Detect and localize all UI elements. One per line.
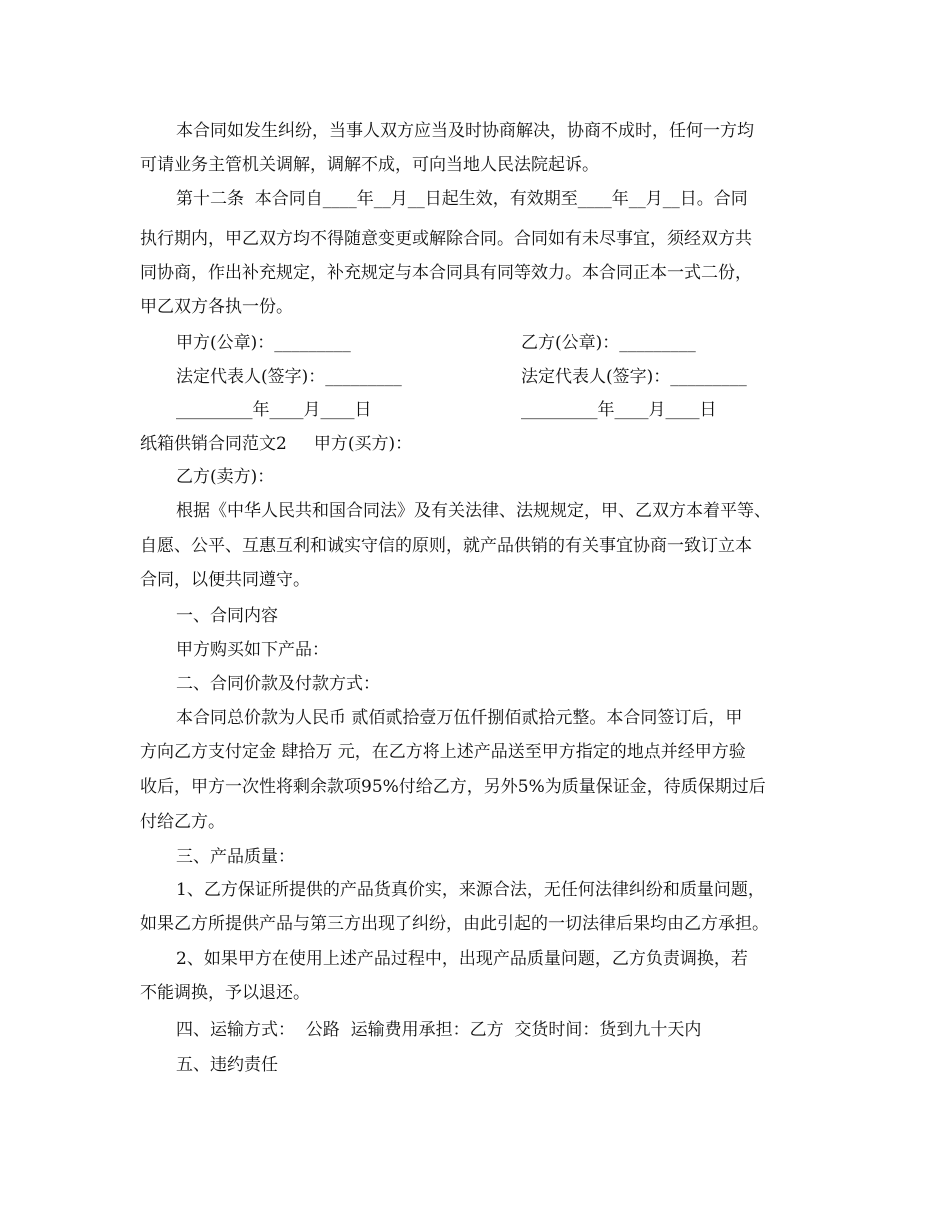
paragraph-line: 本合同总价款为人民币 贰佰贰拾壹万伍仟捌佰贰拾元整。本合同签订后，甲 xyxy=(176,708,743,728)
section-heading: 二、合同价款及付款方式： xyxy=(176,674,380,694)
paragraph-line: 自愿、公平、互惠互利和诚实守信的原则，就产品供销的有关事宜协商一致订立本 xyxy=(140,536,752,556)
paragraph-line: 1、乙方保证所提供的产品货真价实，来源合法，无任何法律纠纷和质量问题， xyxy=(176,880,765,900)
section-heading: 五、违约责任 xyxy=(176,1055,278,1075)
paragraph-line: 如果乙方所提供产品与第三方出现了纠纷，由此引起的一切法律后果均由乙方承担。 xyxy=(140,914,769,934)
paragraph-line: 甲方购买如下产品： xyxy=(176,640,329,660)
section-heading: 一、合同内容 xyxy=(176,606,278,626)
section-heading: 三、产品质量： xyxy=(176,847,295,867)
paragraph-line: 可请业务主管机关调解，调解不成，可向当地人民法院起诉。 xyxy=(140,155,599,175)
paragraph-line: 2、如果甲方在使用上述产品过程中，出现产品质量问题，乙方负责调换，若 xyxy=(176,949,748,969)
paragraph-line: 本合同如发生纠纷，当事人双方应当及时协商解决，协商不成时，任何一方均 xyxy=(176,121,754,141)
party-a-date: _________年____月____日 xyxy=(176,400,372,420)
party-b-seal: 乙方(公章)：_________ xyxy=(521,333,696,353)
party-a-seal: 甲方(公章)：_________ xyxy=(176,333,351,353)
paragraph-line: 甲乙双方各执一份。 xyxy=(140,297,293,317)
paragraph-line: 不能调换，予以退还。 xyxy=(140,983,310,1003)
party-b-representative: 法定代表人(签字)：_________ xyxy=(521,367,747,387)
paragraph-line: 同协商，作出补充规定，补充规定与本合同具有同等效力。本合同正本一式二份， xyxy=(140,263,752,283)
paragraph-line: 收后，甲方一次性将剩余款项95%付给乙方，另外5%为质量保证金，待质保期过后 xyxy=(140,777,766,797)
paragraph-line: 合同，以便共同遵守。 xyxy=(140,570,310,590)
section-heading: 四、运输方式： 公路 运输费用承担：乙方 交货时间：货到九十天内 xyxy=(176,1020,702,1040)
party-a-representative: 法定代表人(签字)：_________ xyxy=(176,367,402,387)
party-b-date: _________年____月____日 xyxy=(521,400,717,420)
contract-title-line: 纸箱供销合同范文2 甲方(买方)： xyxy=(140,434,413,454)
paragraph-line: 方向乙方支付定金 肆拾万 元，在乙方将上述产品送至甲方指定的地点并经甲方验 xyxy=(140,742,746,762)
paragraph-line: 付给乙方。 xyxy=(140,812,225,832)
paragraph-line: 根据《中华人民共和国合同法》及有关法律、法规规定，甲、乙双方本着平等、 xyxy=(176,501,771,521)
party-b-line: 乙方(卖方)： xyxy=(176,467,275,487)
article-12-line: 第十二条 本合同自____年__月__日起生效，有效期至____年__月__日。合同 xyxy=(176,189,748,209)
paragraph-line: 执行期内，甲乙双方均不得随意变更或解除合同。合同如有未尽事宜，须经双方共 xyxy=(140,229,752,249)
